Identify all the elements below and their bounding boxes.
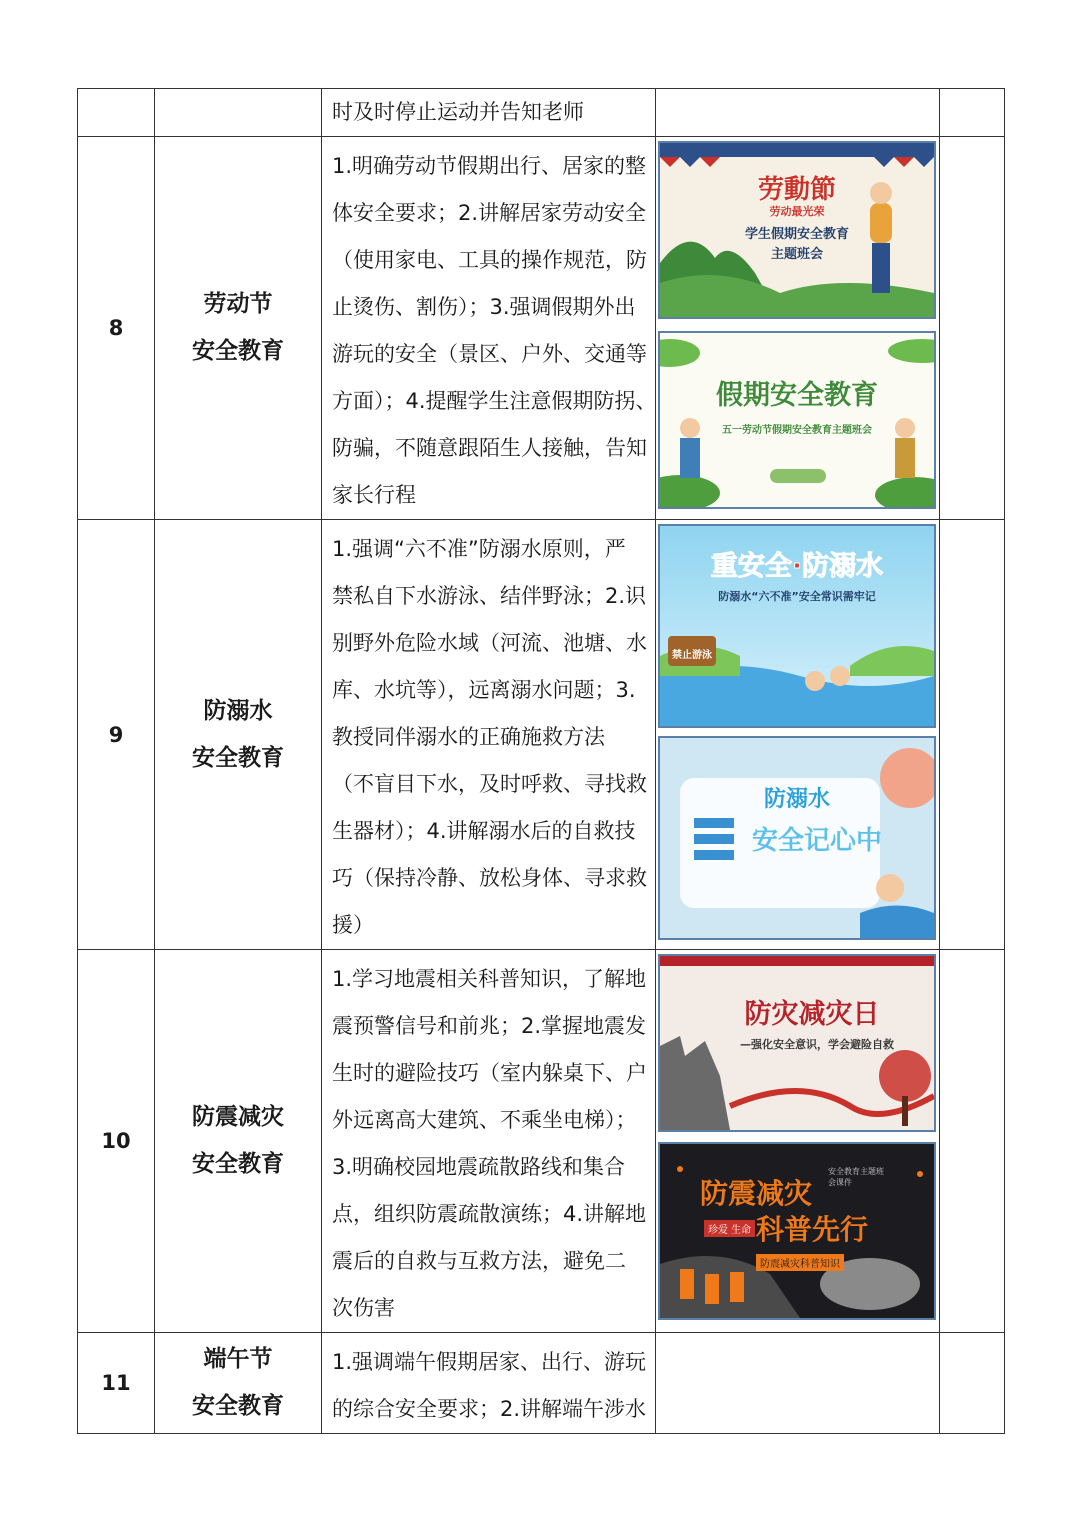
poster-subtitle: —强化安全意识，学会避险自救 [740, 1038, 894, 1051]
topic-line: 防溺水 [203, 697, 273, 724]
content-line: 1.明确劳动节假期出行、居家的整 [332, 154, 647, 178]
poster-subtitle: 安全记心中 [751, 826, 882, 856]
poster-title: 防震减灾 [700, 1177, 813, 1210]
content-line: 震预警信号和前兆；2.掌握地震发 [332, 1014, 647, 1038]
content-line: 止烫伤、割伤）；3.强调假期外出 [332, 295, 636, 319]
topic-line: 劳动节 [203, 291, 273, 317]
poster-subtitle: 防溺水“六不准”安全常识需牢记 [718, 590, 876, 603]
content-cell [322, 950, 656, 1333]
image-cell [656, 1333, 940, 1434]
note-cell [940, 137, 1005, 520]
topic-line: 防震减灾 [192, 1104, 284, 1130]
topic-line: 端午节 [203, 1346, 273, 1372]
holiday-safety-poster [658, 331, 936, 509]
disaster-reduction-day-poster [658, 954, 936, 1132]
topic-cell [155, 89, 322, 137]
content-line: 游玩的安全（景区、户外、交通等 [332, 342, 647, 366]
content-line: 震后的自救与互救方法，避免二 [332, 1249, 626, 1273]
topic-cell [155, 137, 322, 520]
table-row [78, 520, 1005, 950]
content-cell [322, 520, 656, 950]
poster-badge: 珍爱 生命 [704, 1220, 755, 1237]
content-line: 1.学习地震相关科普知识，了解地 [332, 967, 647, 991]
content-line: 的综合安全要求；2.讲解端午涉水 [332, 1397, 647, 1421]
note-cell [940, 950, 1005, 1333]
poster-subtitle: 五一劳动节假期安全教育主题班会 [722, 425, 872, 436]
content-line: 时及时停止运动并告知老师 [332, 100, 584, 124]
row-number: 9 [78, 520, 155, 950]
content-line: 方面）；4.提醒学生注意假期防拐、 [332, 389, 657, 413]
topic-cell [155, 520, 322, 950]
content-line: 1.强调“六不准”防溺水原则，严 [332, 537, 626, 561]
table-row [78, 137, 1005, 520]
content-line: 3.明确校园地震疏散路线和集合 [332, 1155, 626, 1179]
poster-line: 主题班会 [770, 247, 823, 262]
table-row [78, 1333, 1005, 1434]
content-line: 禁私自下水游泳、结伴野泳；2.识 [332, 584, 647, 608]
labor-day-poster [658, 141, 936, 319]
table-row [78, 89, 1005, 137]
poster-side-text: 安全教育主题班会课件 [828, 1167, 884, 1187]
topic-line: 安全教育 [192, 338, 284, 364]
content-line: 防骗，不随意跟陌生人接触，告知 [332, 436, 647, 460]
content-line: 生器材）；4.讲解溺水后的自救技 [332, 819, 636, 843]
content-cell [322, 1333, 656, 1434]
content-line: 次伤害 [332, 1296, 395, 1320]
content-line: 体安全要求；2.讲解居家劳动安全 [332, 201, 647, 225]
topic-cell [155, 950, 322, 1333]
content-line: 外远离高大建筑、不乘坐电梯）； [332, 1108, 637, 1132]
note-cell [940, 520, 1005, 950]
content-cell [322, 89, 656, 137]
image-cell [656, 950, 940, 1333]
topic-cell [155, 1333, 322, 1434]
poster-title: 劳動節 [757, 175, 836, 205]
content-line: 1.强调端午假期居家、出行、游玩 [332, 1350, 647, 1374]
table-row [78, 950, 1005, 1333]
content-cell [322, 137, 656, 520]
num-cell [78, 89, 155, 137]
image-cell [656, 520, 940, 950]
image-cell [656, 137, 940, 520]
topic-line: 安全教育 [192, 744, 284, 771]
topic-line: 安全教育 [192, 1393, 284, 1419]
content-line: 援） [332, 913, 374, 937]
safety-plan-table [77, 88, 1005, 1434]
drowning-prevention-poster [658, 524, 936, 728]
image-cell [656, 89, 940, 137]
warning-sign-label: 禁止游泳 [672, 650, 712, 661]
content-line: 家长行程 [332, 483, 416, 507]
content-line: 库、水坑等），远离溺水问题；3. [332, 678, 636, 702]
poster-subtitle: 科普先行 [756, 1213, 869, 1246]
note-cell [940, 1333, 1005, 1434]
poster-title: 重安全·防溺水 [710, 551, 884, 582]
topic-line: 安全教育 [192, 1151, 284, 1177]
content-line: 生时的避险技巧（室内躲桌下、户 [332, 1061, 647, 1085]
poster-subtitle: 劳动最光荣 [769, 205, 825, 218]
content-line: 别野外危险水域（河流、池塘、水 [332, 631, 647, 655]
note-cell [940, 89, 1005, 137]
poster-title: 防灾减灾日 [744, 999, 880, 1030]
poster-title: 假期安全教育 [716, 380, 878, 411]
content-line: 巧（保持冷静、放松身体、寻求救 [332, 866, 647, 890]
content-line: 教授同伴溺水的正确施救方法 [332, 725, 605, 749]
leaf-decoration [660, 333, 934, 507]
row-number: 10 [78, 950, 155, 1333]
earthquake-science-poster [658, 1142, 936, 1320]
water-safety-poster [658, 736, 936, 940]
content-line: （使用家电、工具的操作规范，防 [332, 248, 647, 272]
content-line: 点，组织防震疏散演练；4.讲解地 [332, 1202, 647, 1226]
content-line: （不盲目下水，及时呼救、寻找救 [332, 772, 647, 796]
poster-line: 学生假期安全教育 [744, 227, 849, 242]
poster-title: 防溺水 [763, 787, 830, 812]
row-number: 8 [78, 137, 155, 520]
poster-caption: 防震减灾科普知识 [756, 1254, 844, 1271]
row-number: 11 [78, 1333, 155, 1434]
